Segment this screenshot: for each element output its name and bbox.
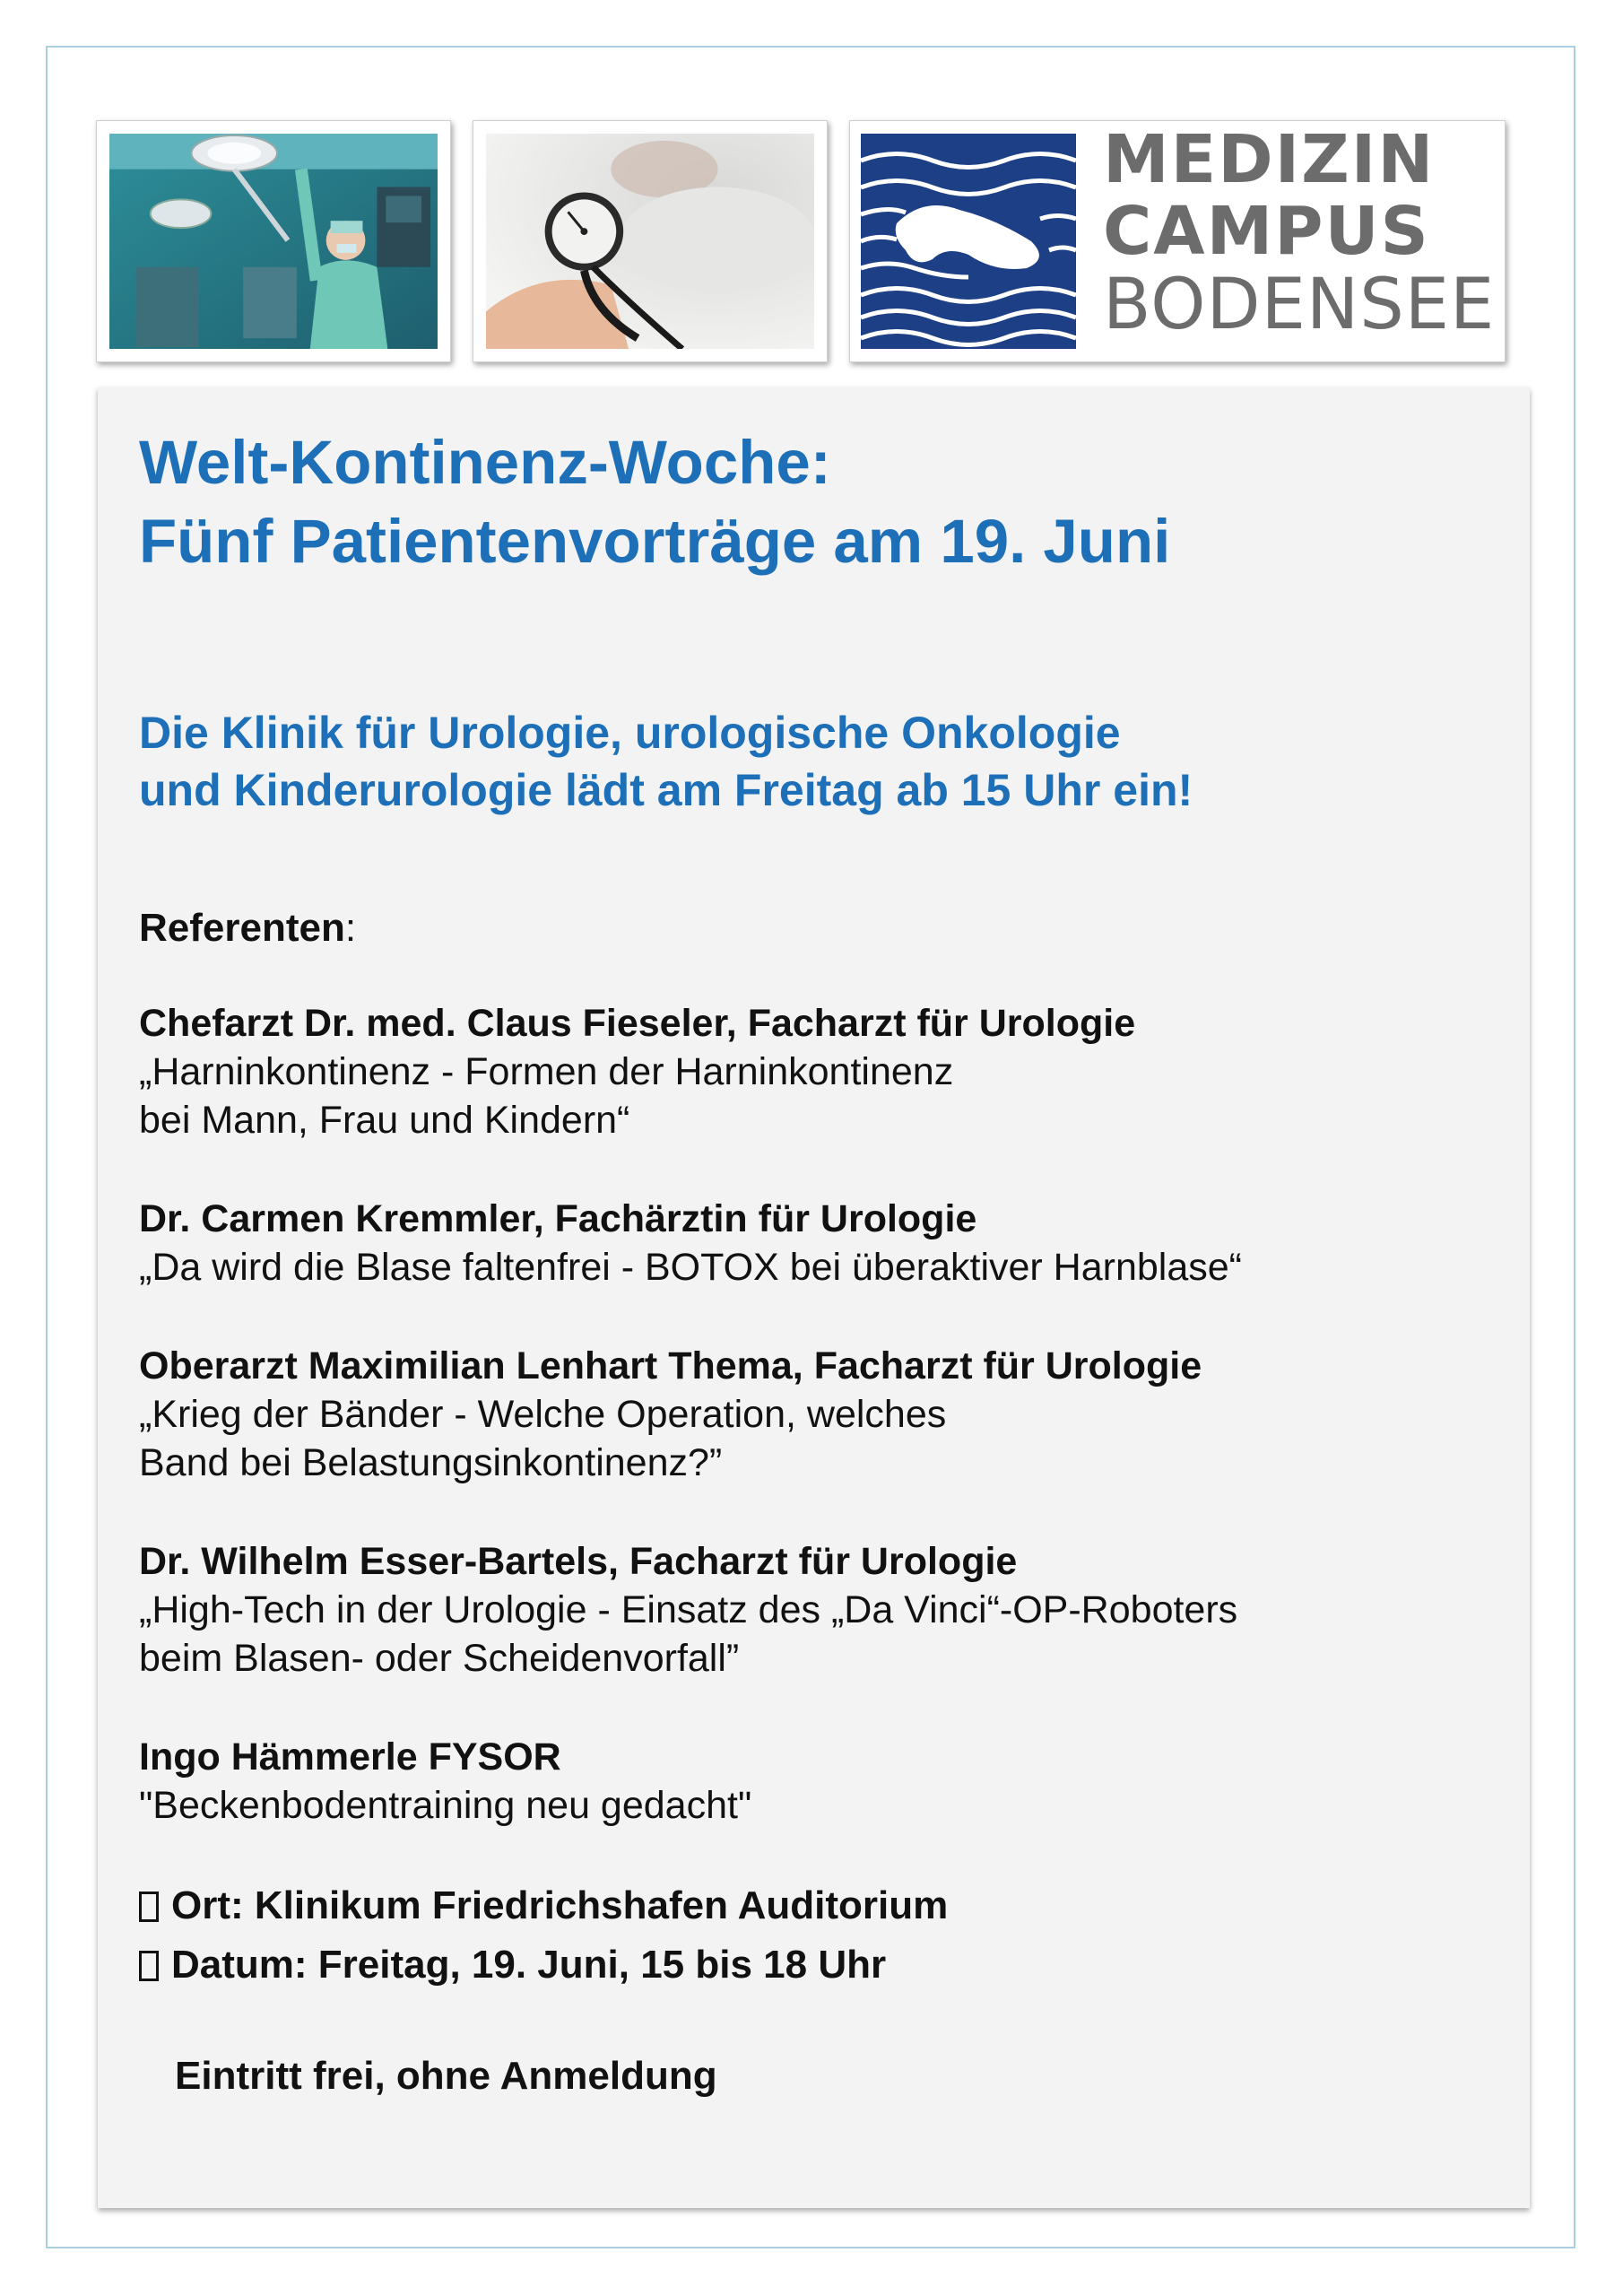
logo-word-campus: CAMPUS (1103, 193, 1430, 270)
speaker-entry-5 (139, 1733, 751, 1830)
speaker-name: Dr. Carmen Kremmler, Fachärztin für Urologie (139, 1197, 977, 1240)
talk-title-line: „Harninkontinenz - Formen der Harninkontinenz (139, 1050, 954, 1093)
admission-note: Eintritt frei, ohne Anmeldung (175, 2054, 717, 2098)
talk-title-line: Band bei Belastungsinkontinenz?” (139, 1441, 723, 1484)
page-title (139, 423, 1170, 581)
content-panel (98, 387, 1530, 2208)
talk-title-line: "Beckenbodentraining neu gedacht" (139, 1784, 752, 1827)
speaker-entry-2 (139, 1195, 1242, 1292)
invitation-subtitle (139, 704, 1193, 819)
blood-pressure-photo (473, 120, 828, 362)
talk-title-line: „High-Tech in der Urologie - Einsatz des „Da Vinci“-OP-Roboters (139, 1588, 1238, 1631)
speaker-name: Chefarzt Dr. med. Claus Fieseler, Facharzt für Urologie (139, 1002, 1136, 1045)
location-text: Ort: Klinikum Friedrichshafen Auditorium (171, 1883, 949, 1927)
speakers-heading-colon: : (344, 906, 357, 950)
talk-title-line: „Da wird die Blase faltenfrei - BOTOX bei überaktiver Harnblase“ (139, 1246, 1242, 1289)
speaker-entry-4 (139, 1537, 1237, 1683)
lake-wave-logo-icon (861, 134, 1076, 349)
speaker-entry-3 (139, 1342, 1202, 1487)
location-line (139, 1883, 948, 1928)
subtitle-line-2: und Kinderurologie lädt am Freitag ab 15 Uhr ein! (139, 765, 1193, 815)
talk-title-line: bei Mann, Frau und Kindern“ (139, 1099, 630, 1142)
title-line-2: Fünf Patientenvorträge am 19. Juni (139, 507, 1171, 576)
speaker-entry-1 (139, 999, 1135, 1144)
operating-room-photo (96, 120, 451, 362)
speaker-name: Dr. Wilhelm Esser-Bartels, Facharzt für Urologie (139, 1540, 1018, 1583)
date-line (139, 1943, 886, 1987)
subtitle-line-1: Die Klinik für Urologie, urologische Onkologie (139, 708, 1121, 758)
date-text: Datum: Freitag, 19. Juni, 15 bis 18 Uhr (171, 1943, 887, 1987)
logo-word-medizin: MEDIZIN (1103, 121, 1436, 198)
speaker-name: Oberarzt Maximilian Lenhart Thema, Facharzt für Urologie (139, 1344, 1202, 1387)
talk-title-line: „Krieg der Bänder - Welche Operation, welches (139, 1393, 947, 1436)
talk-title-line: beim Blasen- oder Scheidenvorfall” (139, 1637, 740, 1680)
speakers-heading (139, 906, 356, 951)
title-line-1: Welt-Kontinenz-Woche: (139, 428, 831, 497)
checkbox-icon (139, 1951, 159, 1981)
checkbox-icon (139, 1892, 159, 1922)
speaker-name: Ingo Hämmerle FYSOR (139, 1735, 561, 1779)
medizin-campus-logo (849, 120, 1506, 362)
speakers-heading-label: Referenten (139, 906, 345, 950)
logo-word-bodensee: BODENSEE (1103, 265, 1496, 345)
